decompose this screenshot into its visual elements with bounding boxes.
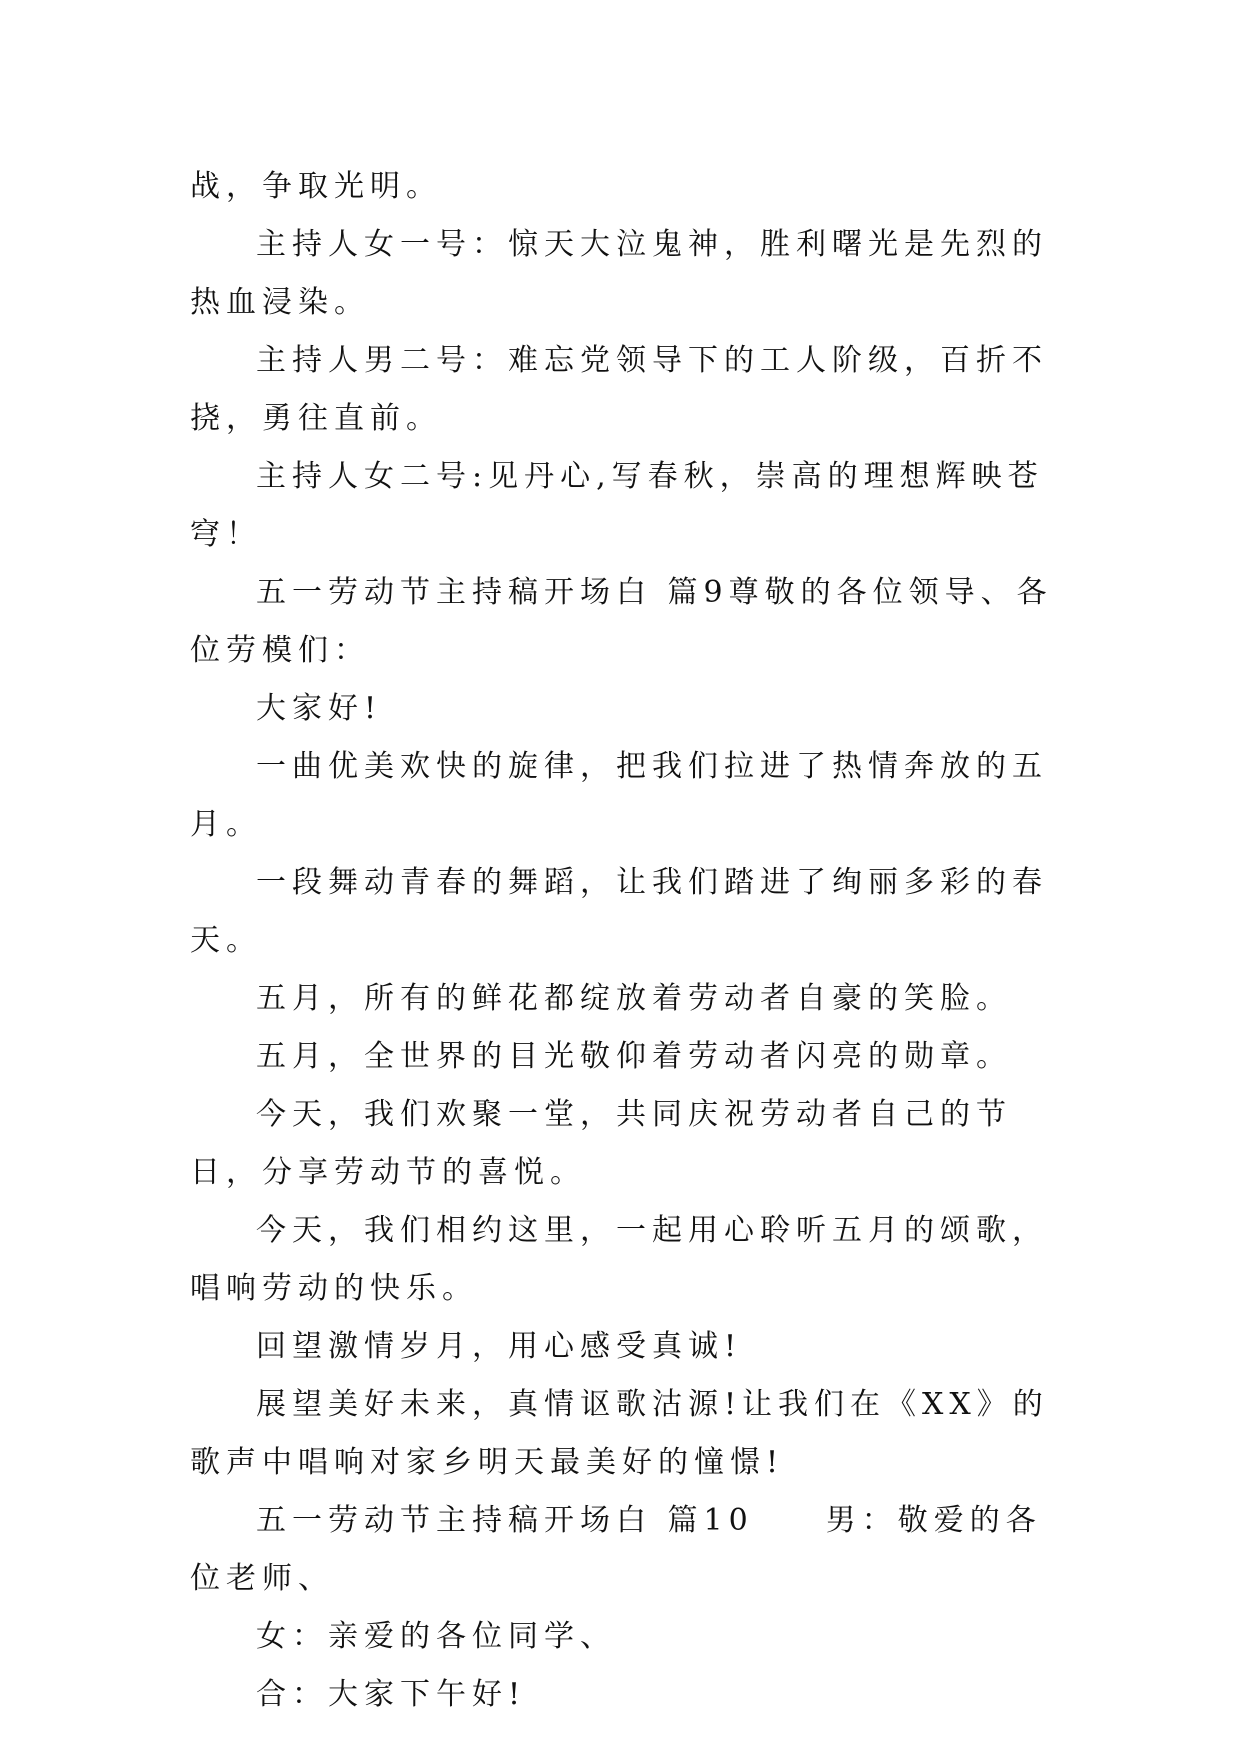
paragraph: 大家好! <box>256 691 383 726</box>
paragraph: 女：亲爱的各位同学、 <box>256 1619 616 1654</box>
paragraph: 五一劳动节主持稿开场白 篇10 男：敬爱的各位老师、 <box>190 1503 1042 1596</box>
paragraph: 五月，全世界的目光敬仰着劳动者闪亮的勋章。 <box>256 1039 1012 1074</box>
paragraph: 一段舞动青春的舞蹈，让我们踏进了绚丽多彩的春天。 <box>190 865 1048 958</box>
paragraph: 今天，我们相约这里，一起用心聆听五月的颂歌，唱响劳动的快乐。 <box>190 1213 1048 1306</box>
paragraph: 主持人男二号：难忘党领导下的工人阶级，百折不挠，勇往直前。 <box>190 343 1048 436</box>
paragraph: 回望激情岁月，用心感受真诚! <box>256 1329 743 1364</box>
paragraph: 合：大家下午好! <box>256 1677 527 1712</box>
document-body <box>190 158 1060 1724</box>
paragraph: 五一劳动节主持稿开场白 篇9尊敬的各位领导、各位劳模们： <box>190 575 1053 668</box>
paragraph: 战，争取光明。 <box>190 169 442 204</box>
paragraph: 主持人女一号：惊天大泣鬼神，胜利曙光是先烈的热血浸染。 <box>190 227 1048 320</box>
paragraph: 主持人女二号:见丹心,写春秋，崇高的理想辉映苍穹！ <box>190 459 1044 552</box>
paragraph: 一曲优美欢快的旋律，把我们拉进了热情奔放的五月。 <box>190 749 1048 842</box>
paragraph: 展望美好未来，真情讴歌沽源!让我们在《XX》的歌声中唱响对家乡明天最美好的憧憬! <box>190 1387 1049 1480</box>
paragraph: 五月，所有的鲜花都绽放着劳动者自豪的笑脸。 <box>256 981 1012 1016</box>
paragraph: 今天，我们欢聚一堂，共同庆祝劳动者自己的节日，分享劳动节的喜悦。 <box>190 1097 1012 1190</box>
